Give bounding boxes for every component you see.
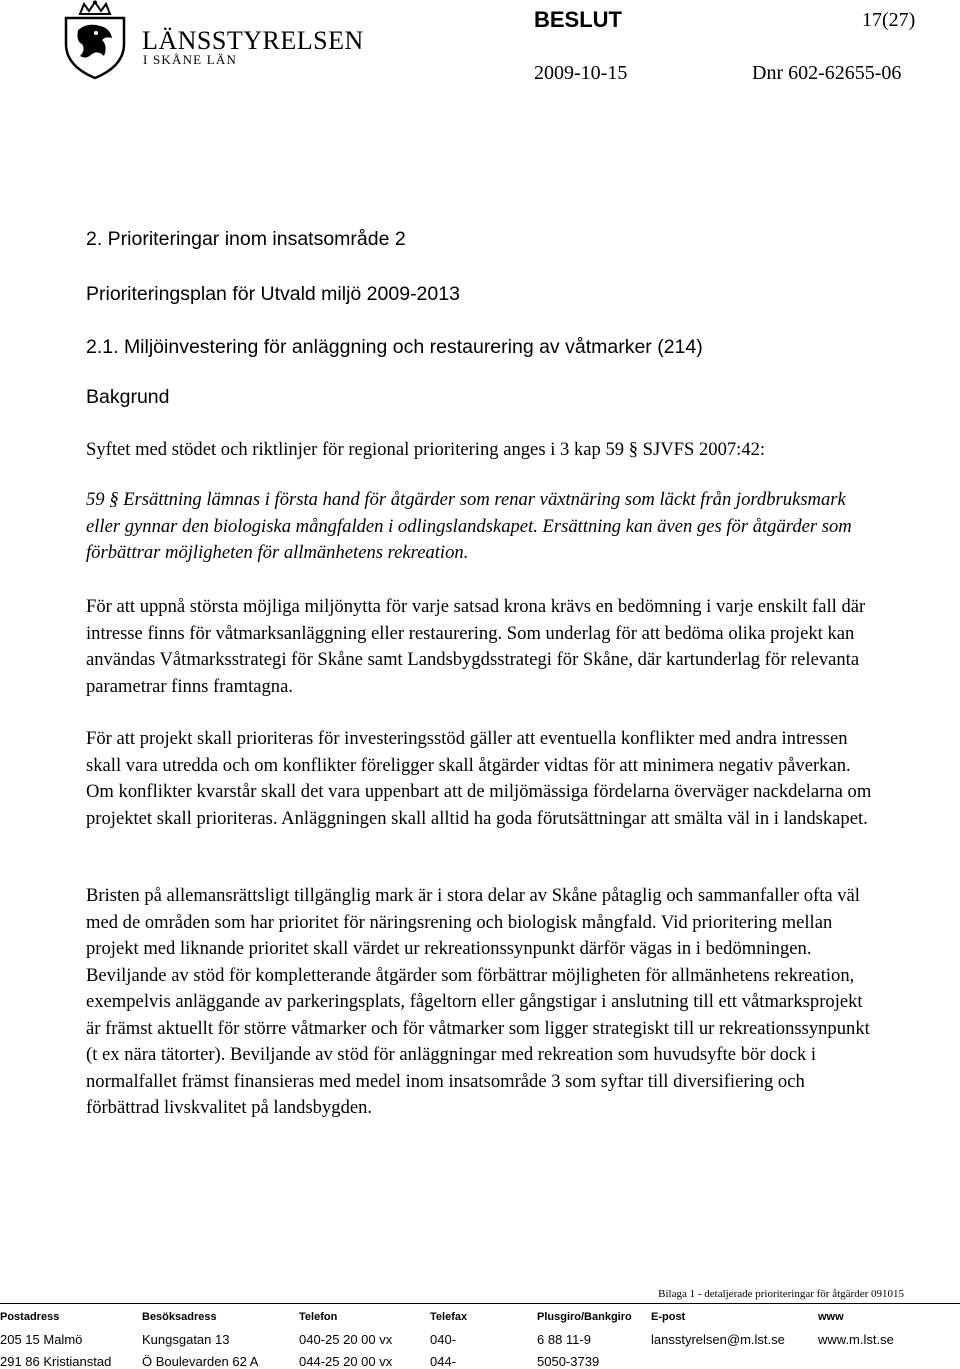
paragraph-regulation-quote: 59 § Ersättning lämnas i första hand för åtgärder som renar växtnäring som läckt från jordbruksmark eller gynnar den biologiska mångfalden i odlingslandskapet. Ersättning kan även ges för åtgärder som förbättrar möjligheten för allmänhetens rekreation.	[86, 489, 852, 563]
footer-plusgiro: 6 88 11-9	[537, 1332, 591, 1347]
footer-postadress-kristianstad: 291 86 Kristianstad	[0, 1354, 112, 1369]
footer-email-link[interactable]: lansstyrelsen@m.lst.se	[651, 1332, 785, 1347]
paragraph-assessment: För att uppnå största möjliga miljönytta för varje satsad krona krävs en bedömning i varje enskilt fall där intresse finns för våtmarksanläggning eller restaurering. Som underlag för att bedöma olika projekt kan användas Våtmarksstrategi för Skåne samt Landsbygdsstrategi för Skåne, där kartunderlag för relevanta parametrar finns framtagna.	[86, 596, 866, 697]
footer-besoksadress-malmo: Kungsgatan 13	[142, 1332, 230, 1347]
paragraph-purpose: Syftet med stödet och riktlinjer för regional prioritering anges i 3 kap 59 § SJVFS 2007:42:	[86, 439, 766, 460]
heading-plan: Prioriteringsplan för Utvald miljö 2009-2013	[86, 283, 460, 305]
footer-telefax-malmo: 040-	[430, 1332, 457, 1347]
heading-subsection-2-1: 2.1. Miljöinvestering för anläggning och restaurering av våtmarker (214)	[86, 336, 703, 358]
paragraph-recreation: Bristen på allemansrättsligt tillgänglig mark är i stora delar av Skåne påtaglig och sammanfaller ofta väl med de områden som har prioritet för näringsrening och biologisk mångfald. Vid prioritering mellan projekt med liknande prioritet skall värdet ur rekreationssynpunkt därför vägas in i bedömningen. Beviljande av stöd för kompletterande åtgärder som förbättrar möjligheten för allmänhetens rekreation, exempelvis anläggande av parkeringsplats, fågeltorn eller gångstigar i anslutning till ett våtmarksprojekt är främst aktuellt för större våtmarker och för våtmarker som ligger strategiskt till ur rekreationssynpunkt (t ex nära tätorter). Beviljande av stöd för anläggningar med rekreation som huvudsyfte bör dock i normalfallet främst finansieras med medel inom insatsområde 3 som syftar till diversifiering och förbättrad livskvalitet på landsbygden.	[86, 885, 870, 1118]
footer-divider	[0, 1303, 960, 1304]
document-date: 2009-10-15	[534, 62, 628, 84]
footer-postadress-malmo: 205 15 Malmö	[0, 1332, 83, 1347]
footer-col-epost: E-post	[651, 1311, 686, 1323]
footer-col-www: www	[818, 1311, 844, 1323]
page-number: 17(27)	[862, 9, 916, 31]
logo-subtitle: I SKÅNE LÄN	[143, 52, 238, 67]
coat-of-arms-icon	[52, 0, 138, 80]
footer-bankgiro: 5050-3739	[537, 1354, 600, 1369]
heading-section-2: 2. Prioriteringar inom insatsområde 2	[86, 228, 406, 250]
footer-col-telefon: Telefon	[299, 1311, 338, 1323]
lansstyrelsen-logo	[52, 0, 382, 80]
paragraph-conflicts: För att projekt skall prioriteras för investeringsstöd gäller att eventuella konflikter med andra intressen skall vara utredda och om konflikter föreligger skall åtgärder vidtas för att minimera negativ påverkan. Om konflikter kvarstår skall det vara uppenbart att de miljömässiga fördelarna överväger nackdelarna om projektet skall prioriteras. Anläggningen skall alltid ha goda förutsättningar att smälta väl in i landskapet.	[86, 728, 872, 829]
footer-telefon-kristianstad: 044-25 20 00 vx	[299, 1354, 393, 1369]
footer-telefon-malmo: 040-25 20 00 vx	[299, 1332, 393, 1347]
footer-col-besoksadress: Besöksadress	[142, 1311, 217, 1323]
document-type: BESLUT	[534, 7, 622, 32]
footer-col-postadress: Postadress	[0, 1311, 60, 1323]
footer-col-plusgiro: Plusgiro/Bankgiro	[537, 1311, 632, 1323]
footer-telefax-kristianstad: 044-	[430, 1354, 457, 1369]
diary-number: Dnr 602-62655-06	[752, 62, 902, 84]
logo-name: LÄNSSTYRELSEN	[142, 26, 364, 55]
footer-besoksadress-kristianstad: Ö Boulevarden 62 A	[142, 1354, 259, 1369]
footer-website-link[interactable]: www.m.lst.se	[818, 1332, 894, 1347]
heading-bakgrund: Bakgrund	[86, 386, 170, 408]
footer-col-telefax: Telefax	[430, 1311, 468, 1323]
appendix-note: Bilaga 1 - detaljerade prioriteringar för åtgärder 091015	[658, 1288, 904, 1300]
